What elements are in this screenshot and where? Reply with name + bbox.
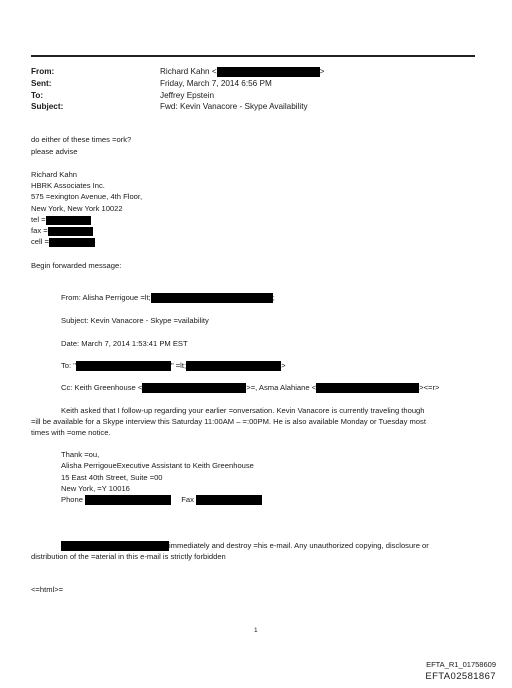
disclaimer-text-1: immediately and destroy =his e-mail. Any unauthorized copying, disclosure or: [169, 541, 429, 550]
html-tag-text: <=html>=: [31, 585, 64, 594]
redaction-box: [151, 293, 273, 303]
phone-label: Phone: [61, 495, 83, 504]
from-label: From:: [31, 67, 55, 76]
fwd-from-tail: ;: [272, 293, 275, 302]
to-label: To:: [31, 91, 44, 100]
fwd-paragraph-line-3: times with =ome notice.: [31, 428, 111, 437]
redaction-box: [76, 361, 171, 371]
cell-label: cell =: [31, 237, 49, 246]
page-number: 1: [254, 627, 258, 634]
signature-address-1: 575 =exington Avenue, 4th Floor,: [31, 192, 143, 201]
redaction-box: [61, 541, 169, 551]
disclaimer-line-2: distribution of the =aterial in this e-mail is strictly forbidden: [31, 552, 226, 561]
fwd-date: Date: March 7, 2014 1:53:41 PM EST: [61, 339, 188, 348]
fwd-from-label: From: Alisha Perrigoue =lt;: [61, 293, 151, 302]
from-close: >: [319, 67, 325, 76]
fwd-to: [61, 361, 286, 371]
redaction-box: [48, 227, 93, 236]
fax-label: Fax: [181, 495, 194, 504]
fwd-cc-tail: ><=r>: [419, 383, 440, 392]
tel-label: tel =: [31, 215, 46, 224]
fax-label: fax =: [31, 226, 48, 235]
fwd-signature-city: New York, =Y 10016: [61, 484, 130, 493]
fwd-signature-phone-fax: [61, 495, 262, 505]
fwd-signature-title: Alisha PerrigoueExecutive Assistant to Keith Greenhouse: [61, 461, 254, 470]
fwd-to-tail: >: [281, 361, 286, 370]
signature-fax: [31, 226, 93, 236]
redaction-box: [316, 383, 419, 393]
fwd-from: [61, 293, 275, 303]
redaction-box: [46, 216, 91, 225]
begin-forwarded: Begin forwarded message:: [31, 261, 122, 270]
signature-address-2: New York, New York 10022: [31, 204, 123, 213]
fwd-cc: [61, 383, 439, 393]
footer-id-big: EFTA02581867: [425, 671, 496, 682]
body-question: do either of these times =ork?: [31, 135, 132, 144]
from-name: Richard Kahn <: [160, 67, 217, 76]
subject-value: Fwd: Kevin Vanacore - Skype Availability: [160, 102, 308, 111]
sent-value: Friday, March 7, 2014 6:56 PM: [160, 79, 272, 88]
fwd-paragraph-line-1: Keith asked that I follow-up regarding your earlier =onversation. Kevin Vanacore is currently traveling though: [61, 406, 425, 415]
redaction-box: [49, 238, 95, 247]
from-value: [160, 66, 324, 78]
fwd-thanks: Thank =ou,: [61, 450, 100, 459]
redaction-box: [217, 67, 320, 77]
disclaimer-line-1: [61, 541, 429, 551]
redaction-box: [196, 495, 262, 505]
body-advise: please advise: [31, 147, 78, 156]
sent-label: Sent:: [31, 79, 52, 88]
subject-label: Subject:: [31, 102, 64, 111]
fwd-signature-street: 15 East 40th Street, Suite =00: [61, 473, 163, 482]
redaction-box: [186, 361, 281, 371]
header-divider: [31, 55, 475, 57]
signature-company: HBRK Associates Inc.: [31, 181, 105, 190]
redaction-box: [142, 383, 246, 393]
to-value: Jeffrey Epstein: [160, 91, 215, 100]
fwd-cc-label: Cc: Keith Greenhouse <: [61, 383, 143, 392]
signature-tel: [31, 215, 91, 225]
footer-id-small: EFTA_R1_01758609: [426, 660, 496, 669]
fwd-subject: Subject: Kevin Vanacore - Skype =vailability: [61, 316, 209, 325]
fwd-to-label: To: ": [61, 361, 76, 370]
signature-name: Richard Kahn: [31, 170, 78, 179]
redaction-box: [85, 495, 171, 505]
fwd-paragraph-line-2: =ill be available for a Skype interview this Saturday 11:00AM – =:00PM. He is also available Monday or Tuesday most: [31, 417, 426, 426]
fwd-cc-mid: >=, Asma Alahiane <: [246, 383, 317, 392]
signature-cell: [31, 237, 95, 247]
fwd-to-mid: " =lt;: [170, 361, 187, 370]
